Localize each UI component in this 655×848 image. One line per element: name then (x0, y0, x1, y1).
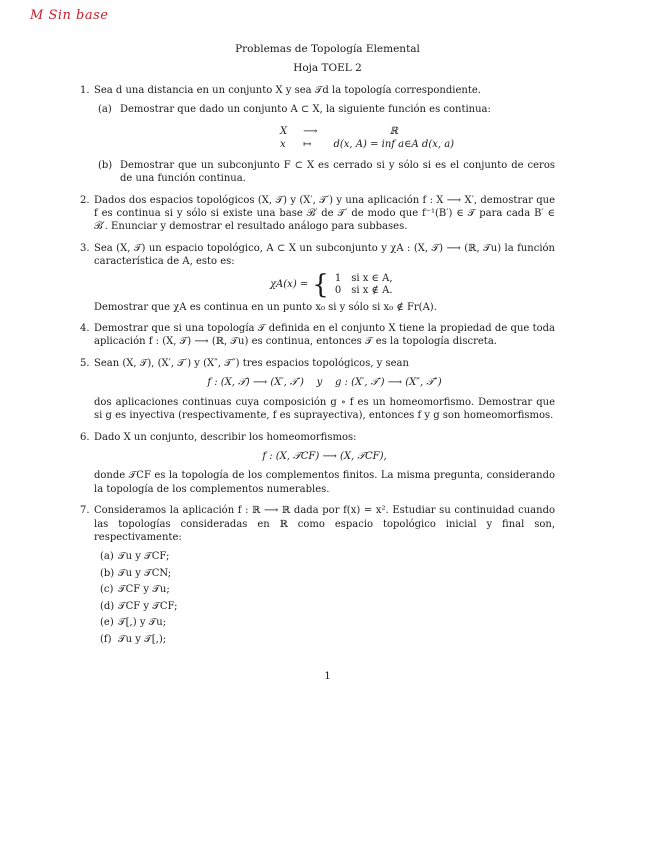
topology-pair-list (100, 550, 555, 646)
item-label: (c) (100, 584, 114, 596)
map-variable: x (280, 138, 286, 150)
problem-7 (80, 504, 555, 646)
distance-function-map (120, 125, 555, 151)
problem-number: 4. (80, 323, 90, 335)
item-text: 𝒯[,) y 𝒯u; (118, 617, 167, 629)
problem-1-part-a (98, 103, 555, 150)
item-text: 𝒯u y 𝒯CN; (118, 567, 172, 579)
list-item (100, 616, 555, 630)
problem-text-continued: dos aplicaciones continuas cuya composición g ∘ f es un homeomorfismo. Demostrar que si g es inyectiva (respectivamente, f es suprayectiva), entonces f y g son homeomorfismos. (94, 396, 555, 422)
part-label: (a) (98, 104, 112, 116)
problem-text: Sea d una distancia en un conjunto X y sea 𝒯d la topología correspondiente. (94, 85, 481, 96)
item-label: (e) (100, 617, 114, 629)
document-title: Problemas de Topología Elemental (235, 43, 420, 55)
problem-text-continued: Demostrar que χA es continua en un punto x₀ si y sólo si x₀ ∉ Fr(A). (94, 301, 437, 313)
list-item (100, 600, 555, 614)
display-equation: f : (X, 𝒯) ⟶ (X′, 𝒯′) y g : (X′, 𝒯′) ⟶ (X″, 𝒯″) (207, 377, 442, 389)
piecewise-condition: si x ∉ A. (351, 284, 393, 296)
brace-symbol: { (312, 269, 329, 300)
piecewise-lhs: χA(x) = (270, 278, 309, 290)
problem-text: Sean (X, 𝒯), (X′, 𝒯′) y (X″, 𝒯″) tres espacios topológicos, y sean (94, 357, 409, 369)
map-mapsto: ↦ (303, 138, 312, 150)
problem-3 (80, 242, 555, 314)
problem-number: 2. (80, 194, 90, 206)
handwritten-note: M Sin base (30, 8, 109, 23)
part-label: (b) (98, 159, 113, 171)
part-text: Demostrar que dado un conjunto A ⊂ X, la siguiente función es continua: (120, 104, 491, 116)
map-codomain: ℝ (389, 125, 398, 137)
problem-number: 5. (80, 357, 90, 369)
problem-text: Dados dos espacios topológicos (X, 𝒯) y (X′, 𝒯′) y una aplicación f : X ⟶ X′, demostrar que f es continua si y sólo si existe una base ℬ′ de 𝒯′ de modo que f⁻¹(B′) ∈ 𝒯 para cada B′ ∈ ℬ′. Enunciar y demostrar el resultado análogo para subbases. (94, 194, 555, 233)
problem-number: 3. (80, 242, 90, 254)
map-rule: d(x, A) = inf a∈A d(x, a) (333, 138, 455, 150)
piecewise-condition: si x ∈ A, (351, 272, 393, 284)
item-label: (a) (100, 551, 114, 563)
problem-6 (80, 431, 555, 497)
characteristic-function-definition (270, 269, 555, 300)
item-text: 𝒯u y 𝒯CF; (118, 551, 170, 563)
item-text: 𝒯CF y 𝒯CF; (118, 600, 178, 612)
page-number: 1 (324, 671, 331, 682)
problem-1-part-b (98, 159, 555, 186)
problem-number: 7. (80, 505, 90, 517)
item-label: (f) (100, 633, 112, 645)
list-item (100, 633, 555, 647)
problem-text: Consideramos la aplicación f : ℝ ⟶ ℝ dada por f(x) = x². Estudiar su continuidad cuando las topologías consideradas en ℝ como espacio topológico inicial y final son, respectivamente: (94, 505, 555, 543)
piecewise-value: 0 (334, 284, 342, 296)
problem-1 (80, 84, 555, 186)
problem-number: 1. (80, 85, 90, 96)
problem-list (80, 84, 555, 654)
problem-text-continued: donde 𝒯CF es la topología de los complementos finitos. La misma pregunta, considerando la topología de los complementos numerables. (94, 470, 555, 495)
list-item (100, 567, 555, 581)
map-arrow: ⟶ (303, 125, 318, 137)
sheet-subtitle: Hoja TOEL 2 (293, 62, 362, 74)
map-domain: X (280, 125, 288, 137)
problem-text: Demostrar que si una topología 𝒯 definida en el conjunto X tiene la propiedad de que toda aplicación f : (X, 𝒯) ⟶ (ℝ, 𝒯u) es continua, entonces 𝒯 es la topología discreta. (94, 323, 555, 348)
list-item (100, 583, 555, 597)
item-text: 𝒯CF y 𝒯u; (118, 584, 170, 596)
problem-5 (80, 357, 555, 423)
piecewise-value: 1 (334, 272, 342, 284)
item-label: (b) (100, 567, 115, 579)
display-equation: f : (X, 𝒯CF) ⟶ (X, 𝒯CF), (262, 450, 387, 462)
problem-2 (80, 194, 555, 234)
part-text: Demostrar que un subconjunto F ⊂ X es cerrado si y sólo si es el conjunto de ceros de una función continua. (120, 159, 555, 185)
item-text: 𝒯u y 𝒯[,); (118, 633, 167, 645)
problem-4 (80, 322, 555, 349)
problem-text: Sea (X, 𝒯) un espacio topológico, A ⊂ X un subconjunto y χA : (X, 𝒯) ⟶ (ℝ, 𝒯u) la función característica de A, esto es: (94, 242, 555, 268)
list-item (100, 550, 555, 564)
item-label: (d) (100, 600, 115, 612)
problem-text: Dado X un conjunto, describir los homeomorfismos: (94, 431, 357, 443)
problem-number: 6. (80, 431, 90, 443)
